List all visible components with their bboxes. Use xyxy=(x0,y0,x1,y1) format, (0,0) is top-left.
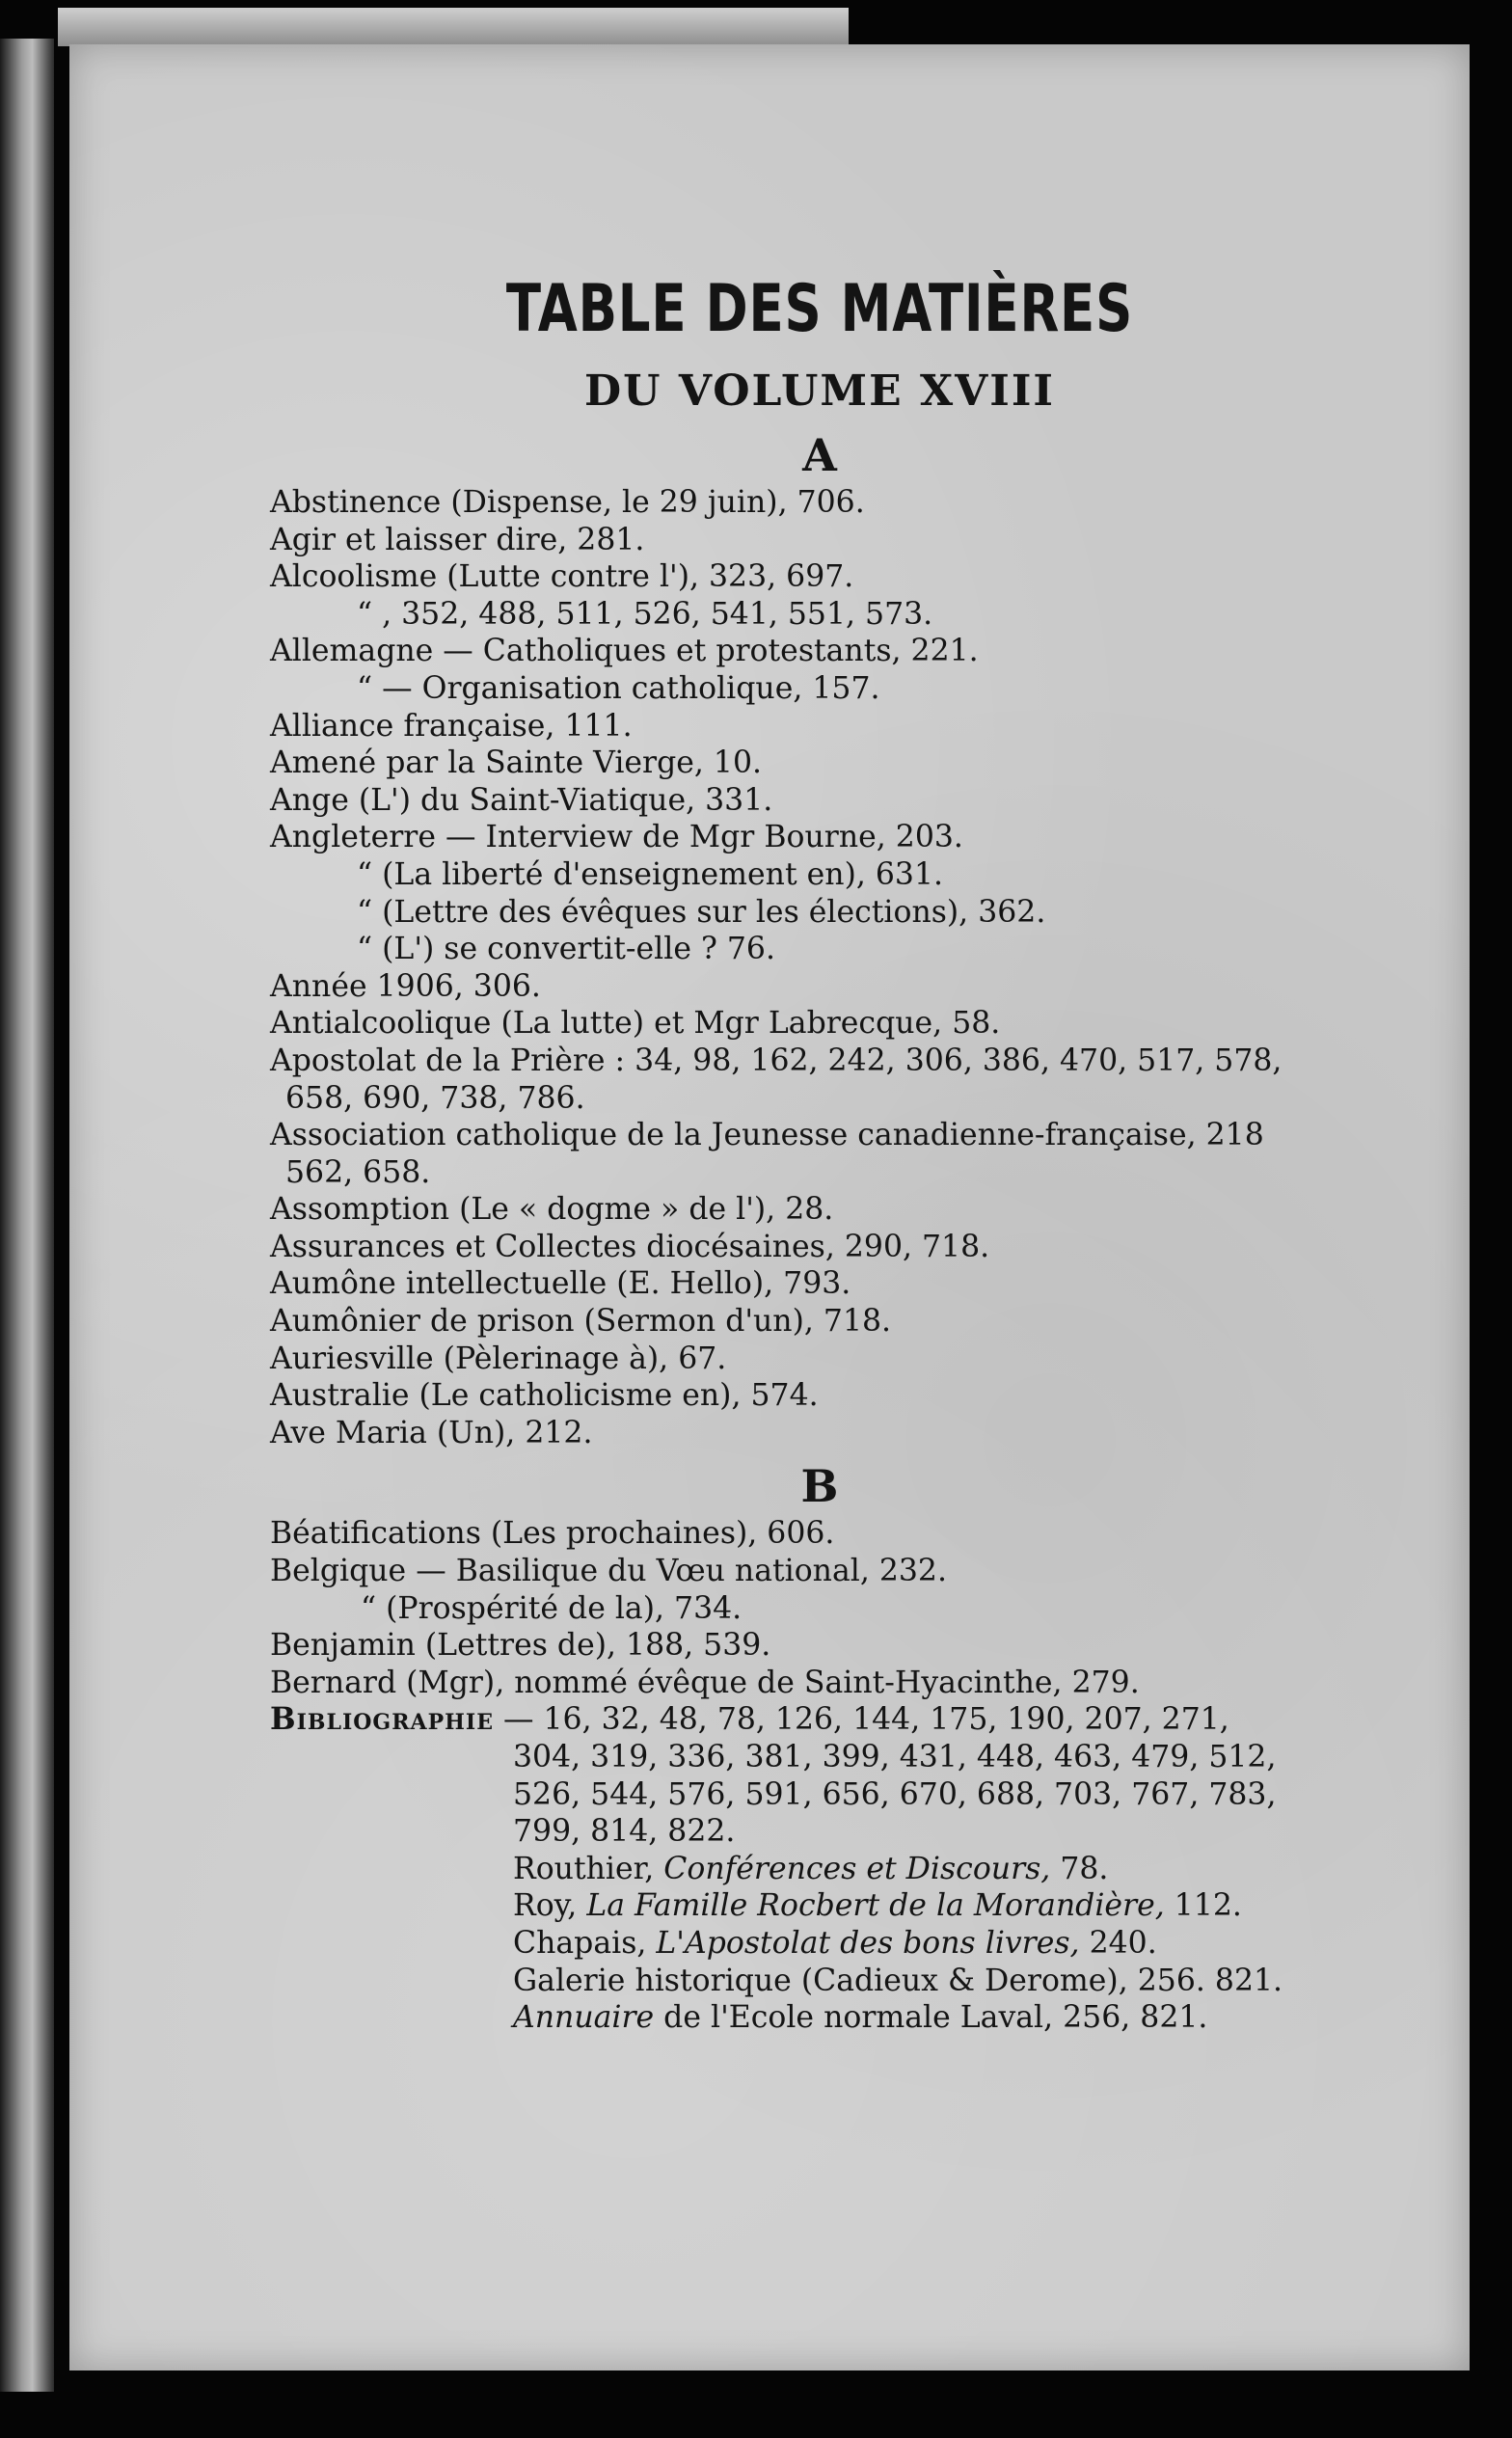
ref-work: La Famille Rocbert de la Morandière, xyxy=(586,1888,1165,1924)
ref-rest: 78. xyxy=(1050,1851,1109,1886)
page-subtitle: DU VOLUME XVIII xyxy=(583,366,1056,416)
index-entry: Amené par la Sainte Vierge, 10. xyxy=(270,745,763,781)
bibliographie-pages: — 16, 32, 48, 78, 126, 144, 175, 190, 207, 271, xyxy=(502,1702,1229,1738)
page-content xyxy=(270,266,1369,2037)
index-entry: Apostolat de la Prière : 34, 98, 162, 242, 306, 386, 470, 517, 578, xyxy=(270,1043,1282,1078)
index-entry: Antialcoolique (La lutte) et Mgr Labrecque, 58. xyxy=(270,1006,1001,1042)
bibliographie-ref xyxy=(513,1851,1369,1888)
index-entry: “ (Prospérité de la), 734. xyxy=(361,1590,742,1626)
bibliographie-label: Bibliographie xyxy=(270,1701,494,1738)
index-entry: Alcoolisme (Lutte contre l'), 323, 697. xyxy=(270,559,854,595)
page-title: TABLE DES MATIÈRES xyxy=(505,271,1134,347)
index-entry: Année 1906, 306. xyxy=(270,968,541,1004)
index-entry: Ave Maria (Un), 212. xyxy=(270,1415,593,1450)
bibliographie-ref xyxy=(513,1999,1369,2037)
index-entry: Aumônier de prison (Sermon d'un), 718. xyxy=(270,1304,892,1340)
ref-author: Roy, xyxy=(513,1888,578,1924)
section-a-entries xyxy=(270,484,1369,1451)
bibliographie-ref xyxy=(513,1887,1369,1925)
index-entry: 658, 690, 738, 786. xyxy=(285,1080,585,1116)
adjacent-page-edge xyxy=(0,39,54,2392)
index-entry: Alliance française, 111. xyxy=(270,708,633,744)
bibliographie-ref xyxy=(513,1963,1369,2000)
ref-author: Routhier, xyxy=(513,1851,655,1886)
index-entry: Association catholique de la Jeunesse canadienne-française, 218 xyxy=(270,1118,1264,1153)
index-entry: Bernard (Mgr), nommé évêque de Saint-Hyacinthe, 279. xyxy=(270,1665,1140,1700)
ref-author: Chapais, xyxy=(513,1925,647,1961)
ref-rest: Galerie historique (Cadieux & Derome), 256. 821. xyxy=(513,1963,1283,1998)
section-b-entries xyxy=(270,1515,1369,2036)
index-entry: Belgique — Basilique du Vœu national, 232. xyxy=(270,1554,947,1589)
ref-work: Annuaire xyxy=(513,2000,655,2036)
index-entry: Angleterre — Interview de Mgr Bourne, 203. xyxy=(270,820,963,855)
index-entry: Auriesville (Pèlerinage à), 67. xyxy=(270,1341,727,1376)
section-letter-a: A xyxy=(802,429,837,481)
index-entry: “ (La liberté d'enseignement en), 631. xyxy=(357,856,944,892)
index-entry: Abstinence (Dispense, le 29 juin), 706. xyxy=(270,485,865,520)
bibliographie-block xyxy=(270,1739,1369,2037)
ref-rest: 240. xyxy=(1079,1925,1157,1961)
index-entry: 562, 658. xyxy=(285,1154,431,1190)
ref-work: L'Apostolat des bons livres, xyxy=(656,1925,1080,1961)
bibliographie-pages-cont: 304, 319, 336, 381, 399, 431, 448, 463, 479, 512, xyxy=(513,1740,1277,1774)
index-entry: Benjamin (Lettres de), 188, 539. xyxy=(270,1628,771,1664)
document-page xyxy=(69,44,1470,2370)
bibliographie-entry xyxy=(270,1701,1369,1739)
index-entry: “ , 352, 488, 511, 526, 541, 551, 573. xyxy=(357,596,933,632)
ref-rest: 112. xyxy=(1164,1888,1242,1924)
index-entry: Assurances et Collectes diocésaines, 290, 718. xyxy=(270,1229,990,1264)
bibliographie-ref xyxy=(513,1925,1369,1963)
bibliographie-pages-cont: 526, 544, 576, 591, 656, 670, 688, 703, 767, 783, xyxy=(513,1776,1277,1812)
bibliographie-pages-cont: 799, 814, 822. xyxy=(513,1814,736,1850)
index-entry: “ (Lettre des évêques sur les élections), 362. xyxy=(357,894,1046,930)
index-entry: “ — Organisation catholique, 157. xyxy=(357,670,880,706)
ref-work: Conférences et Discours, xyxy=(663,1851,1051,1886)
ref-rest: de l'Ecole normale Laval, 256, 821. xyxy=(654,2000,1208,2036)
index-entry: Australie (Le catholicisme en), 574. xyxy=(270,1378,819,1414)
index-entry: “ (L') se convertit-elle ? 76. xyxy=(357,932,775,967)
index-entry: Assomption (Le « dogme » de l'), 28. xyxy=(270,1192,834,1228)
page-top-edge xyxy=(58,8,849,46)
index-entry: Ange (L') du Saint-Viatique, 331. xyxy=(270,782,773,818)
section-letter-b: B xyxy=(800,1460,839,1513)
index-entry: Allemagne — Catholiques et protestants, 221. xyxy=(270,634,979,669)
index-entry: Aumône intellectuelle (E. Hello), 793. xyxy=(270,1266,851,1302)
index-entry: Béatifications (Les prochaines), 606. xyxy=(270,1516,835,1552)
index-entry: Agir et laisser dire, 281. xyxy=(270,522,645,557)
